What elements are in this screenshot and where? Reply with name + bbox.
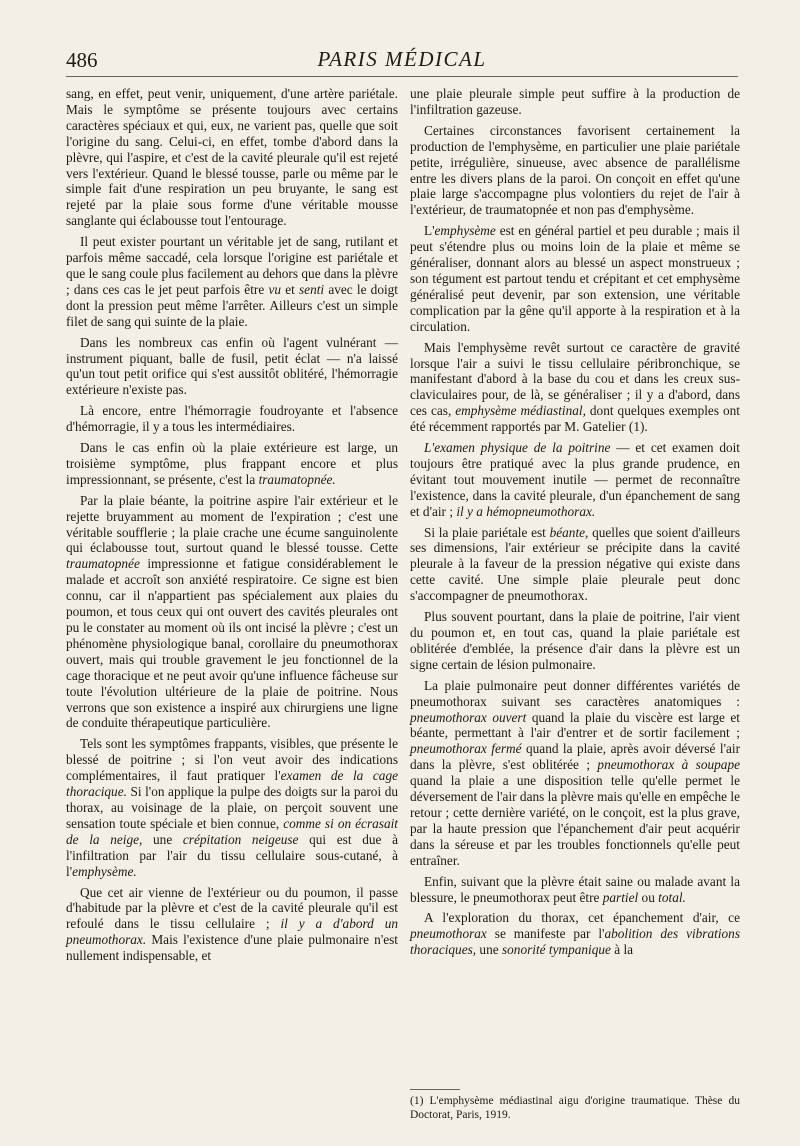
italic-run: béante, bbox=[549, 524, 589, 540]
text-run: quand la plaie du viscère est large et béante, permettant à l'air d'entrer et de sortir facilement ; bbox=[410, 709, 741, 741]
text-run: Par la plaie béante, la poitrine aspire l'air extérieur et le rejette bruyamment au moment de l'expiration ; c'est une véritable soufflerie ; la plaie crache une écume sanguinolente qui éclabousse tout, surtout quand le blessé tousse. Cette bbox=[66, 492, 398, 556]
text-run: La plaie pulmonaire peut donner différentes variétés de pneumothorax suivant ses caractères anatomiques : bbox=[410, 677, 740, 709]
paragraph bbox=[66, 234, 398, 329]
italic-run: total. bbox=[658, 889, 686, 905]
text-run: Là encore, entre l'hémorragie foudroyante et l'absence d'hémorragie, il y a tous les intermédiaires. bbox=[66, 403, 398, 435]
text-run: quelles que soient d'ailleurs ses dimensions, l'air extérieur se précipite dans la cavité pleurale à la faveur de la pression négative qui existe dans cette cavité. Une simple plaie pleurale peut donc s'accompagner de pneumothorax. bbox=[410, 524, 740, 604]
paragraph bbox=[66, 403, 398, 435]
italic-run: pneumothorax fermé bbox=[410, 741, 522, 757]
italic-run: comme si on écrasait de la neige, bbox=[66, 815, 398, 847]
text-run: Mais l'existence d'une plaie pulmonaire n'est nullement indispensable, et bbox=[66, 932, 398, 964]
text-run: Certaines circonstances favorisent certainement la production de l'emphysème, en particulier une plaie pariétale petite, irrégulière, sinueuse, avec absence de parallélisme entre les divers plans de la paroi. On conçoit en effet qu'une plaie large s'accompagne plus volontiers du rejet de l'air à l'extérieur, de traumatopnée et non pas d'emphysème. bbox=[410, 122, 740, 218]
text-run: quand la plaie a une disposition telle qu'elle permet le déversement de l'air dans la plèvre mais qu'elle en empêche le retour ; cette dernière variété, on le conçoit, est la plus grave, par la haute pression que l'épanchement d'air peut acquérir dans la séreuse et par les troubles fonctionnels qu'elle peut entraîner. bbox=[410, 773, 740, 868]
text-run: une bbox=[142, 831, 183, 847]
text-run: qui est due à l'infiltration par l'air du tissu cellulaire sous-cutané, à l' bbox=[66, 831, 398, 879]
italic-run: partiel bbox=[602, 889, 639, 905]
text-run: — et cet examen doit toujours être pratiqué avec la plus grande prudence, en évitant tout mouvement inutile — permet de reconnaître l'existence, dans la cavité pleurale, d'un épanchement de sang et d'air ; bbox=[410, 440, 741, 519]
text-run: Si la plaie pariétale est bbox=[424, 524, 550, 540]
italic-run: L'examen physique de la poitrine bbox=[424, 440, 611, 456]
text-run: à la bbox=[610, 942, 634, 958]
paragraph bbox=[410, 874, 740, 906]
italic-run: crépitation neigeuse bbox=[182, 831, 299, 847]
text-run: se manifeste par l' bbox=[486, 926, 605, 942]
text-run: avec le doigt dont la pression peut même l'arrêter. Ailleurs c'est un simple filet de sang qui suinte de la plaie. bbox=[66, 281, 398, 329]
text-run: Dans les nombreux cas enfin où l'agent vulnérant — instrument piquant, balle de fusil, petit éclat — n'a laissé qu'un tout petit orifice qui s'est aussitôt oblitéré, l'hémorragie extérieure n'existe pas. bbox=[66, 334, 398, 398]
italic-run: il y a hémopneumothorax. bbox=[456, 503, 596, 519]
italic-run: emphysème bbox=[434, 223, 496, 239]
left-column bbox=[66, 86, 398, 969]
italic-run: examen de la cage thoracique. bbox=[66, 768, 398, 800]
text-run: est en général partiel et peu durable ; mais il peut s'étendre plus ou moins loin de la plaie et même se généraliser, donnant alors au blessé un aspect monstrueux ; son tégument est partout tendu et crépitant et cet emphysème généralisé peut devenir, par son extension, une véritable complication par la gêne qu'il apporte à la respiration et à la circulation. bbox=[410, 223, 740, 334]
text-run: une plaie pleurale simple peut suffire à la production de l'infiltration gazeuse. bbox=[410, 86, 740, 117]
text-run: Mais l'emphysème revêt surtout ce caractère de gravité lorsque l'air a suivi le tissu cellulaire péribronchique, se manifestant d'abord à la base du cou et dans les creux sus-claviculaires pour, de là, se généraliser ; il y a d'abord, dans ces cas, bbox=[410, 339, 740, 419]
italic-run: pneumothorax bbox=[410, 926, 487, 942]
text-run: Enfin, suivant que la plèvre était saine ou malade avant la blessure, le pneumothorax peut être bbox=[410, 873, 740, 905]
text-run: une bbox=[476, 942, 502, 958]
italic-run: il y a d'abord un pneumothorax. bbox=[66, 916, 398, 948]
text-run: Que cet air vienne de l'extérieur ou du poumon, il passe d'habitude par la plèvre et c'est de la cavité pleurale qu'il est refoulé dans le tissu cellulaire ; bbox=[66, 884, 398, 932]
text-run: L' bbox=[424, 223, 435, 239]
italic-run: pneumothorax ouvert bbox=[410, 709, 527, 725]
text-run: Plus souvent pourtant, dans la plaie de poitrine, l'air vient du poumon et, en tout cas, quand la plaie pariétale est oblitérée d'emblée, la présence d'air dans la plèvre est un signe certain de lésion pulmonaire. bbox=[410, 609, 740, 672]
running-header bbox=[66, 44, 738, 77]
paragraph bbox=[66, 885, 398, 965]
text-run: dont quelques exemples ont été récemment rapportés par M. Gatelier (1). bbox=[410, 403, 740, 435]
text-run: Si l'on applique la pulpe des doigts sur la paroi du thorax, au voisinage de la plaie, on perçoit souvent une sensation toute spéciale et bien connue, bbox=[66, 784, 398, 831]
paragraph bbox=[410, 123, 740, 218]
italic-run: abolition des vibrations thoraciques, bbox=[410, 926, 740, 958]
paragraph bbox=[66, 736, 398, 879]
paragraph bbox=[410, 86, 740, 118]
paragraph bbox=[410, 223, 740, 334]
italic-run: emphysème. bbox=[72, 863, 137, 879]
italic-run: pneumothorax à soupape bbox=[597, 757, 740, 773]
text-run: Dans le cas enfin où la plaie extérieure est large, un troisième symptôme, plus frappant encore et plus impressionnant, se présente, c'est la bbox=[66, 440, 398, 487]
text-run: Il peut exister pourtant un véritable jet de sang, rutilant et parfois même saccadé, cela lorsque l'origine est pariétale et que le sang coule plus facilement au dehors que dans la plèvre ; dans ces cas le jet peut parfois être bbox=[66, 234, 398, 297]
paragraph bbox=[410, 525, 740, 605]
italic-run: traumatopnée bbox=[66, 556, 140, 572]
paragraph bbox=[410, 609, 740, 673]
text-run: A l'exploration du thorax, cet épanchement d'air, ce bbox=[424, 910, 740, 926]
right-column bbox=[410, 86, 740, 963]
paragraph bbox=[410, 678, 740, 869]
italic-run: emphysème médiastinal, bbox=[455, 403, 586, 419]
paragraph bbox=[410, 440, 740, 520]
footnote-text: (1) L'emphysème médiastinal aigu d'origine traumatique. Thèse du Doctorat, Paris, 1919. bbox=[410, 1095, 740, 1121]
paragraph bbox=[66, 335, 398, 399]
text-run: impressionne et fatigue considérablement le malade et accroît son anxiété respiratoire. Ce signe est bien connu, car il n'appartient pas spécialement aux plaies du poumon, et tous ceux qui ont ouvert des cavités pleurales ont pu le constater au moment où ils ont incisé la plèvre ; c'est un phénomène physiologique banal, corollaire du pneumothorax ouvert, mais qui trouble gravement le jeu fonctionnel de la cage thoracique et ne peut avoir qu'une influence fâcheuse sur toute l'évolution ultérieure de la plaie de poitrine. Nous verrons que son existence a inspiré aux chirurgiens une ligne de conduite thérapeutique particulière. bbox=[66, 556, 398, 731]
italic-run: sonorité tympanique bbox=[501, 942, 611, 958]
journal-title: PARIS MÉDICAL bbox=[317, 47, 487, 71]
text-run: ou bbox=[638, 889, 659, 905]
text-run: Tels sont les symptômes frappants, visibles, que présente le blessé de poitrine ; si l'on veut avoir des indications complémentaires, il faut pratiquer l' bbox=[66, 736, 398, 784]
paragraph bbox=[410, 910, 740, 958]
text-run: et bbox=[281, 281, 299, 297]
page-number: 486 bbox=[66, 48, 98, 72]
italic-run: vu bbox=[268, 281, 281, 297]
text-run: sang, en effet, peut venir, uniquement, d'une artère pariétale. Mais le symptôme se présente toujours avec certains caractères spéciaux et qui, eux, ne varient pas, quelle que soit l'origine du sang. Celui-ci, en effet, tombe d'abord dans la plèvre, qui l'aspire, et c'est de la cavité pleurale qu'il est rejeté vers l'extérieur. Quand le blessé tousse, parle ou même par le simple fait d'une respiration un peu bruyante, le sang est rejeté par la plaie sous forme d'une véritable mousse sanglante qui éclabousse tout l'entourage. bbox=[66, 86, 398, 229]
footnote-block bbox=[410, 1081, 740, 1122]
text-run: quand la plaie, après avoir déversé l'air dans la plèvre, s'est oblitérée ; bbox=[410, 741, 741, 773]
paragraph bbox=[410, 340, 740, 435]
paragraph bbox=[66, 440, 398, 488]
paragraph bbox=[66, 493, 398, 732]
italic-run: senti bbox=[299, 281, 325, 297]
paragraph bbox=[66, 86, 398, 229]
italic-run: traumatopnée. bbox=[258, 471, 336, 487]
